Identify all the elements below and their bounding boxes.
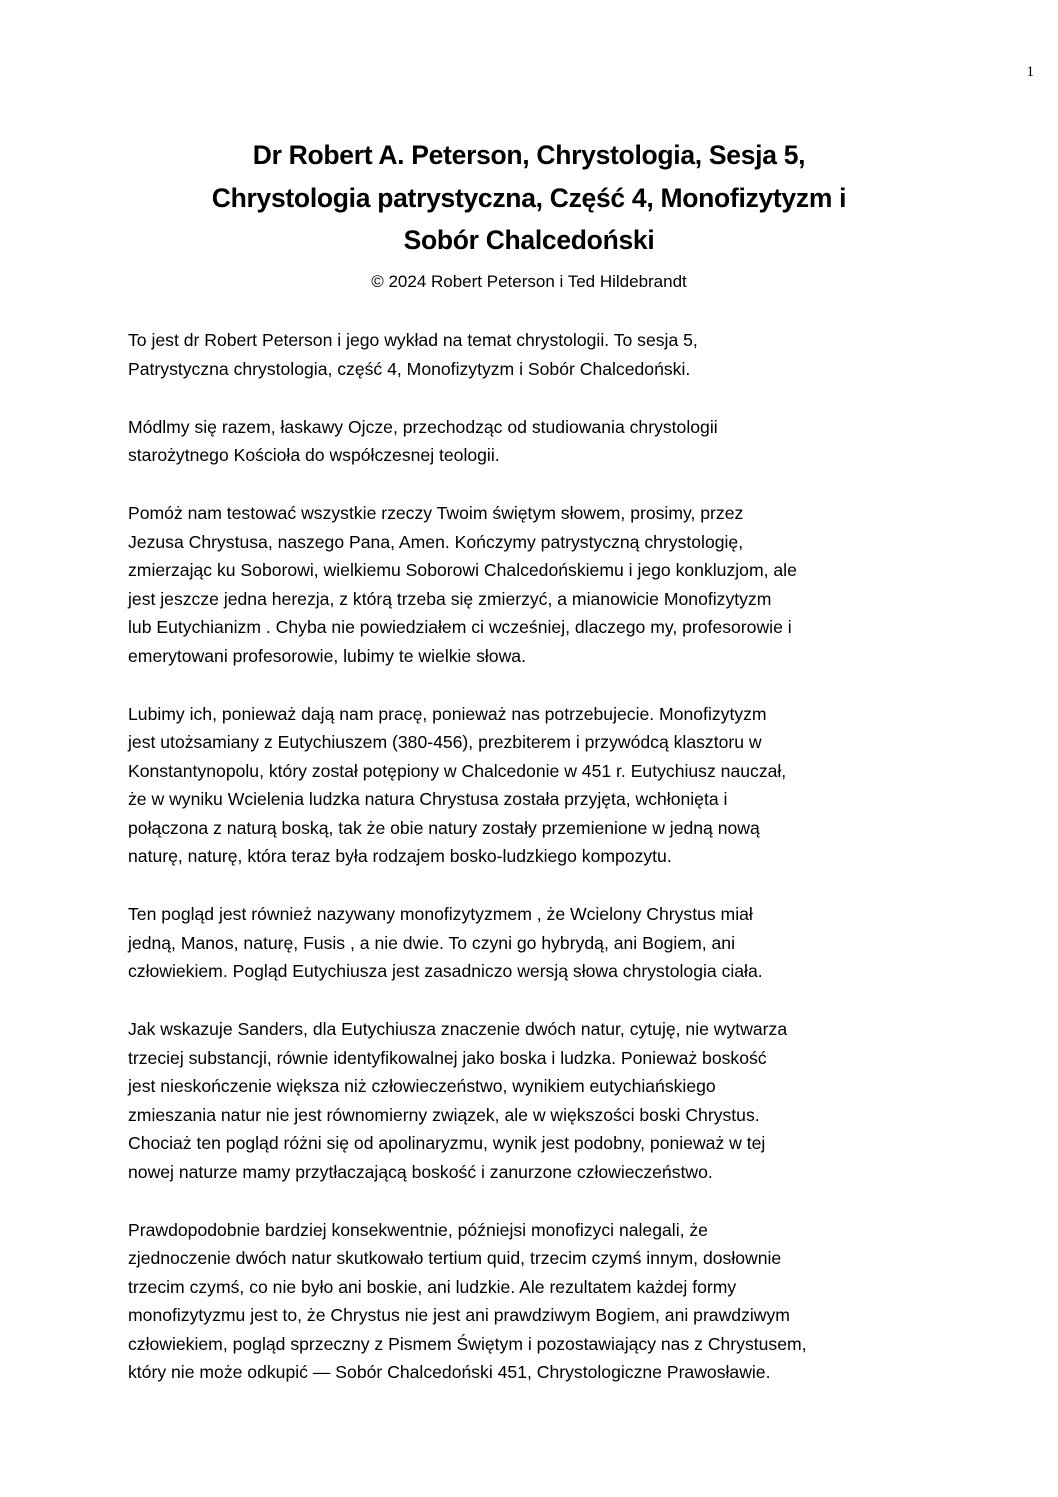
paragraph <box>128 499 807 670</box>
paragraph-line: nowej naturze mamy przytłaczającą boskość i zanurzone człowieczeństwo. <box>128 1161 713 1182</box>
paragraph-line: Chociaż ten pogląd różni się od apolinaryzmu, wynik jest podobny, ponieważ w tej <box>128 1133 766 1153</box>
paragraph <box>128 326 807 383</box>
paragraph-line: Konstantynopolu, który został potępiony w Chalcedonie w 451 r. Eutychiusz nauczał, <box>128 760 787 781</box>
title-line: Chrystologia patrystyczna, Część 4, Monofizytyzm i <box>211 182 847 213</box>
paragraph-line: Ten pogląd jest również nazywany monofizytyzmem , że Wcielony Chrystus miał <box>128 904 753 924</box>
paragraph-line: że w wyniku Wcielenia ludzka natura Chrystusa została przyjęta, wchłonięta i <box>128 789 728 809</box>
copyright-line: © 2024 Robert Peterson i Ted Hildebrandt <box>371 272 687 291</box>
paragraph-line: naturę, naturę, która teraz była rodzajem bosko-ludzkiego kompozytu. <box>128 846 672 866</box>
paragraph-line: jest nieskończenie większa niż człowieczeństwo, wynikiem eutychiańskiego <box>128 1076 716 1096</box>
paragraph-line: Módlmy się razem, łaskawy Ojcze, przechodząc od studiowania chrystologii <box>128 416 718 437</box>
paragraph-line: jest utożsamiany z Eutychiuszem (380-456), prezbiterem i przywódcą klasztoru w <box>128 732 762 752</box>
paragraph <box>128 900 807 986</box>
paragraph-line: jedną, Manos, naturę, Fusis , a nie dwie. To czyni go hybrydą, ani Bogiem, ani <box>128 932 735 953</box>
paragraph-line: Patrystyczna chrystologia, część 4, Monofizytyzm i Sobór Chalcedoński. <box>128 358 691 379</box>
paragraph-line: starożytnego Kościoła do współczesnej teologii. <box>128 445 500 465</box>
paragraph-line: emerytowani profesorowie, lubimy te wielkie słowa. <box>128 645 526 666</box>
paragraph-line: trzecim czymś, co nie było ani boskie, ani ludzkie. Ale rezultatem każdej formy <box>128 1276 737 1297</box>
paragraph-line: zmieszania natur nie jest równomierny związek, ale w większości boski Chrystus. <box>128 1104 760 1125</box>
paragraph <box>128 1015 807 1186</box>
paragraph-line: jest jeszcze jedna herezja, z którą trzeba się zmierzyć, a mianowicie Monofizytyzm <box>128 588 772 609</box>
paragraph-line: To jest dr Robert Peterson i jego wykład na temat chrystologii. To sesja 5, <box>128 330 698 350</box>
title-line: Dr Robert A. Peterson, Chrystologia, Sesja 5, <box>252 140 806 170</box>
paragraph <box>128 700 807 871</box>
paragraph-line: zmierzając ku Soborowi, wielkiemu Soborowi Chalcedońskiemu i jego konkluzjom, ale <box>128 560 797 580</box>
paragraph-line: lub Eutychianizm . Chyba nie powiedziałem ci wcześniej, dlaczego my, profesorowie i <box>128 617 792 637</box>
paragraph-line: Lubimy ich, ponieważ dają nam pracę, ponieważ nas potrzebujecie. Monofizytyzm <box>128 703 767 724</box>
paragraph-line: który nie może odkupić — Sobór Chalcedoński 451, Chrystologiczne Prawosławie. <box>128 1362 771 1382</box>
paragraph <box>128 1216 807 1387</box>
paragraph-line: połączona z naturą boską, tak że obie natury zostały przemienione w jedną nową <box>128 817 760 838</box>
paragraph-line: trzeciej substancji, równie identyfikowalnej jako boska i ludzka. Ponieważ boskość <box>128 1047 767 1068</box>
paragraph-line: Jak wskazuje Sanders, dla Eutychiusza znaczenie dwóch natur, cytuję, nie wytwarza <box>128 1019 788 1039</box>
paragraph-line: Pomóż nam testować wszystkie rzeczy Twoim świętym słowem, prosimy, przez <box>128 503 744 523</box>
paragraph <box>128 413 807 470</box>
document-body <box>128 326 807 1416</box>
page-number: 1 <box>1026 64 1034 80</box>
document-title <box>0 134 1058 262</box>
paragraph-line: człowiekiem. Pogląd Eutychiusza jest zasadniczo wersją słowa chrystologia ciała. <box>128 961 763 981</box>
paragraph-line: Jezusa Chrystusa, naszego Pana, Amen. Kończymy patrystyczną chrystologię, <box>128 531 744 552</box>
paragraph-line: człowiekiem, pogląd sprzeczny z Pismem Świętym i pozostawiający nas z Chrystusem, <box>128 1333 807 1354</box>
paragraph-line: monofizytyzmu jest to, że Chrystus nie jest ani prawdziwym Bogiem, ani prawdziwym <box>128 1305 790 1325</box>
paragraph-line: Prawdopodobnie bardziej konsekwentnie, późniejsi monofizyci nalegali, że <box>128 1219 708 1240</box>
paragraph-line: zjednoczenie dwóch natur skutkowało tertium quid, trzecim czymś innym, dosłownie <box>128 1248 782 1268</box>
title-line: Sobór Chalcedoński <box>403 225 655 255</box>
